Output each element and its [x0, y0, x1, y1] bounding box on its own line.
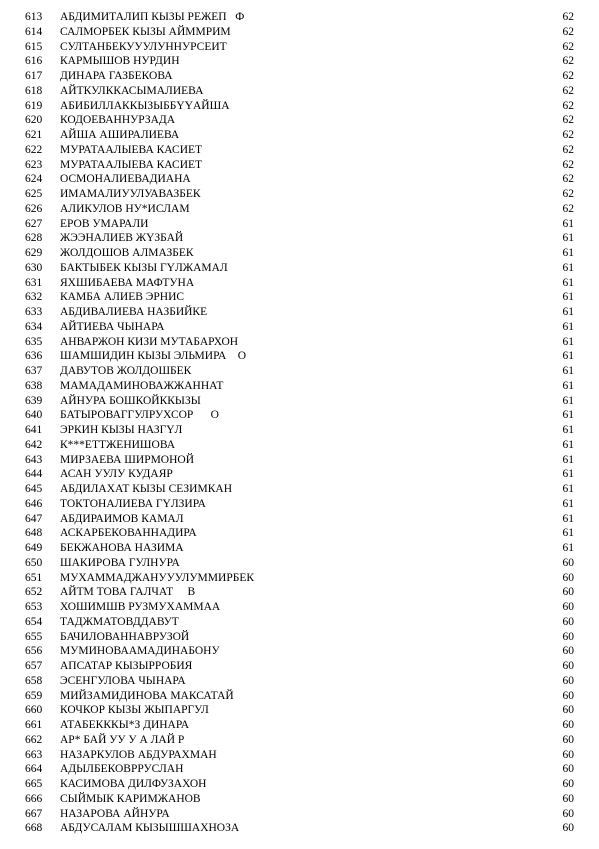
person-name: МУРАТААЛЫЕВА КАСИЕТ — [60, 158, 203, 171]
score-value: 61 — [562, 261, 574, 274]
row-number: 639 — [25, 394, 43, 407]
person-name: ОСМОНАЛИЕВАДИАНА — [60, 173, 191, 186]
list-row — [0, 113, 599, 128]
person-name: АЙНУРА БОШКОЙККЫЗЫ — [60, 394, 201, 407]
row-number: 631 — [25, 276, 43, 289]
person-name: АДЫЛБЕКОВРРУСЛАН — [60, 763, 184, 776]
list-row — [0, 659, 599, 674]
row-number: 620 — [25, 114, 43, 127]
list-row — [0, 792, 599, 807]
score-value: 60 — [562, 630, 574, 643]
score-value: 61 — [562, 291, 574, 304]
list-row — [0, 408, 599, 423]
row-number: 652 — [25, 586, 43, 599]
list-row — [0, 276, 599, 291]
list-row — [0, 718, 599, 733]
score-value: 60 — [562, 807, 574, 820]
person-name: АЙТИЕВА ЧЫНАРА — [60, 320, 165, 333]
row-number: 635 — [25, 335, 43, 348]
row-number: 615 — [25, 40, 43, 53]
list-row — [0, 187, 599, 202]
score-value: 61 — [562, 483, 574, 495]
score-value: 62 — [562, 11, 574, 23]
row-number: 630 — [25, 261, 43, 274]
list-row — [0, 143, 599, 158]
score-value: 61 — [562, 217, 574, 230]
person-name: ЭСЕНГУЛОВА ЧЫНАРА — [60, 674, 186, 687]
row-number: 628 — [25, 232, 43, 245]
list-row — [0, 630, 599, 645]
list-row — [0, 423, 599, 438]
score-value: 62 — [562, 84, 574, 97]
person-name: АБИБИЛЛАККЫЗЫББҮҮАЙША — [60, 99, 230, 112]
list-row — [0, 556, 599, 571]
row-number: 623 — [25, 158, 43, 171]
score-value: 60 — [562, 674, 574, 687]
person-name: АПСАТАР КЫЗЫРРОБИЯ — [60, 660, 193, 672]
person-name: АЙТКУЛККАСЫМАЛИЕВА — [60, 84, 204, 97]
score-value: 60 — [562, 645, 574, 658]
list-row — [0, 394, 599, 409]
row-number: 659 — [25, 689, 43, 702]
score-value: 62 — [562, 114, 574, 127]
person-name: ДАВУТОВ ЖОЛДОШБЕК — [60, 365, 192, 377]
row-number: 666 — [25, 792, 43, 805]
score-value: 62 — [562, 202, 574, 215]
person-name: ЕРОВ УМАРАЛИ — [60, 217, 149, 230]
row-number: 616 — [25, 55, 43, 68]
row-number: 649 — [25, 542, 43, 554]
list-row — [0, 69, 599, 84]
score-value: 60 — [562, 556, 574, 569]
row-number: 656 — [25, 645, 43, 658]
list-row — [0, 335, 599, 350]
score-value: 60 — [562, 763, 574, 776]
score-value: 60 — [562, 689, 574, 702]
list-row — [0, 689, 599, 704]
score-value: 62 — [562, 173, 574, 186]
score-value: 61 — [562, 424, 574, 436]
row-number: 665 — [25, 778, 43, 790]
score-value: 60 — [562, 778, 574, 790]
person-name: ТАДЖМАТОВДДАВУТ — [60, 615, 179, 628]
list-row — [0, 703, 599, 718]
score-value: 61 — [562, 497, 574, 510]
score-value: 61 — [562, 468, 574, 481]
person-name: АЛИКУЛОВ НУ*ИСЛАМ — [60, 202, 190, 215]
person-name: АБДУСАЛАМ КЫЗЫШШАХНОЗА — [60, 822, 240, 835]
row-number: 650 — [25, 556, 43, 569]
list-row — [0, 84, 599, 99]
row-number: 621 — [25, 129, 43, 141]
row-number: 658 — [25, 674, 43, 687]
list-row — [0, 600, 599, 615]
ranking-list — [0, 10, 599, 836]
row-number: 629 — [25, 247, 43, 259]
list-row — [0, 128, 599, 143]
list-row — [0, 349, 599, 364]
row-number: 618 — [25, 84, 43, 97]
score-value: 61 — [562, 394, 574, 407]
person-name: ЖЭЭНАЛИЕВ ЖҮЗБАЙ — [60, 232, 184, 245]
row-number: 657 — [25, 660, 43, 672]
row-number: 634 — [25, 320, 43, 333]
list-row — [0, 10, 599, 25]
list-row — [0, 202, 599, 217]
row-number: 653 — [25, 601, 43, 613]
row-number: 641 — [25, 424, 43, 436]
person-name: КАРМЫШОВ НУРДИН — [60, 55, 180, 68]
list-row — [0, 526, 599, 541]
score-value: 61 — [562, 335, 574, 348]
score-value: 61 — [562, 247, 574, 259]
list-row — [0, 733, 599, 748]
list-row — [0, 762, 599, 777]
person-name: АЙТМ ТОВА ГАЛЧАТ В — [60, 586, 196, 599]
list-row — [0, 364, 599, 379]
row-number: 654 — [25, 615, 43, 628]
person-name: ТОКТОНАЛИЕВА ГҮЛЗИРА — [60, 497, 206, 510]
score-value: 61 — [562, 542, 574, 554]
row-number: 651 — [25, 571, 43, 584]
person-name: ШАКИРОВА ГУЛНУРА — [60, 556, 180, 569]
row-number: 646 — [25, 497, 43, 510]
person-name: ХОШИМШВ РУЗМУХАММАА — [60, 601, 221, 613]
list-row — [0, 807, 599, 822]
score-value: 61 — [562, 350, 574, 363]
person-name: АР* БАЙ УУ У А ЛАЙ Р — [60, 733, 185, 746]
score-value: 61 — [562, 276, 574, 289]
score-value: 62 — [562, 25, 574, 38]
list-row — [0, 246, 599, 261]
person-name: АБДИВАЛИЕВА НАЗБИЙКЕ — [60, 306, 208, 318]
score-value: 61 — [562, 232, 574, 245]
score-value: 60 — [562, 822, 574, 835]
person-name: НАЗАРОВА АЙНУРА — [60, 807, 170, 820]
person-name: АСАН УУЛУ КУДАЯР — [60, 468, 173, 481]
person-name: МАМАДАМИНОВАЖЖАННАТ — [60, 379, 224, 392]
list-row — [0, 585, 599, 600]
row-number: 643 — [25, 453, 43, 466]
score-value: 60 — [562, 571, 574, 584]
score-value: 62 — [562, 188, 574, 200]
score-value: 60 — [562, 719, 574, 731]
score-value: 60 — [562, 792, 574, 805]
score-value: 62 — [562, 129, 574, 141]
person-name: ДИНАРА ГАЗБЕКОВА — [60, 70, 173, 82]
person-name: САЛМОРБЕК КЫЗЫ АЙММРИМ — [60, 25, 231, 38]
list-row — [0, 644, 599, 659]
score-value: 61 — [562, 365, 574, 377]
row-number: 640 — [25, 409, 43, 422]
score-value: 62 — [562, 40, 574, 53]
person-name: КАСИМОВА ДИЛФУЗАХОН — [60, 778, 207, 790]
row-number: 662 — [25, 733, 43, 746]
list-row — [0, 25, 599, 40]
person-name: АЙША АШИРАЛИЕВА — [60, 129, 180, 141]
list-row — [0, 748, 599, 763]
person-name: АНВАРЖОН КИЗИ МУТАБАРХОН — [60, 335, 239, 348]
person-name: НАЗАРКУЛОВ АБДУРАХМАН — [60, 748, 217, 761]
score-value: 60 — [562, 733, 574, 746]
list-row — [0, 467, 599, 482]
list-row — [0, 40, 599, 55]
score-value: 62 — [562, 143, 574, 156]
person-name: АБДИМИТАЛИП КЫЗЫ РЕЖЕП Ф — [60, 11, 245, 23]
list-row — [0, 541, 599, 556]
row-number: 644 — [25, 468, 43, 481]
row-number: 667 — [25, 807, 43, 820]
score-value: 60 — [562, 615, 574, 628]
person-name: БАКТЫБЕК КЫЗЫ ГҮЛЖАМАЛ — [60, 261, 228, 274]
score-value: 62 — [562, 55, 574, 68]
person-name: КОДОЕВАННУРЗАДА — [60, 114, 176, 127]
score-value: 61 — [562, 320, 574, 333]
score-value: 62 — [562, 158, 574, 171]
score-value: 61 — [562, 438, 574, 451]
person-name: КОЧКОР КЫЗЫ ЖЫПАРГУЛ — [60, 704, 209, 717]
row-number: 614 — [25, 25, 43, 38]
list-row — [0, 777, 599, 792]
person-name: КАМБА АЛИЕВ ЭРНИС — [60, 291, 185, 304]
list-row — [0, 512, 599, 527]
row-number: 661 — [25, 719, 43, 731]
row-number: 663 — [25, 748, 43, 761]
row-number: 633 — [25, 306, 43, 318]
person-name: БАТЫРОВАГГУЛРУХСОР О — [60, 409, 219, 422]
row-number: 619 — [25, 99, 43, 112]
row-number: 660 — [25, 704, 43, 717]
person-name: СУЛТАНБЕКУУУЛУННУРСЕИТ — [60, 40, 227, 53]
person-name: МУМИНОВААМАДИНАБОНУ — [60, 645, 220, 658]
person-name: МУХАММАДЖАНУУУЛУММИРБЕК — [60, 571, 255, 584]
list-row — [0, 261, 599, 276]
list-row — [0, 571, 599, 586]
score-value: 61 — [562, 306, 574, 318]
person-name: МУРАТААЛЫЕВА КАСИЕТ — [60, 143, 203, 156]
score-value: 61 — [562, 512, 574, 525]
score-value: 61 — [562, 527, 574, 540]
list-row — [0, 290, 599, 305]
person-name: БАЧИЛОВАННАВРУЗОЙ — [60, 630, 190, 643]
person-name: АБДИРАИМОВ КАМАЛ — [60, 512, 184, 525]
row-number: 647 — [25, 512, 43, 525]
score-value: 61 — [562, 453, 574, 466]
list-row — [0, 305, 599, 320]
list-row — [0, 217, 599, 232]
score-value: 60 — [562, 748, 574, 761]
row-number: 617 — [25, 70, 43, 82]
score-value: 61 — [562, 379, 574, 392]
list-row — [0, 379, 599, 394]
row-number: 632 — [25, 291, 43, 304]
row-number: 642 — [25, 438, 43, 451]
row-number: 655 — [25, 630, 43, 643]
person-name: ШАМШИДИН КЫЗЫ ЭЛЬМИРА О — [60, 350, 247, 363]
person-name: К***ЕТТЖЕНИШОВА — [60, 438, 176, 451]
list-row — [0, 497, 599, 512]
person-name: БЕКЖАНОВА НАЗИМА — [60, 542, 184, 554]
person-name: ЭРКИН КЫЗЫ НАЗГҮЛ — [60, 424, 183, 436]
score-value: 62 — [562, 99, 574, 112]
list-row — [0, 231, 599, 246]
row-number: 636 — [25, 350, 43, 363]
person-name: СЫЙМЫК КАРИМЖАНОВ — [60, 792, 201, 805]
score-value: 60 — [562, 586, 574, 599]
person-name: МИЙЗАМИДИНОВА МАКСАТАЙ — [60, 689, 234, 702]
list-row — [0, 158, 599, 173]
row-number: 645 — [25, 483, 43, 495]
list-row — [0, 821, 599, 836]
person-name: МИРЗАЕВА ШИРМОНОЙ — [60, 453, 195, 466]
person-name: АСКАРБЕКОВАННАДИРА — [60, 527, 197, 540]
score-value: 60 — [562, 704, 574, 717]
list-row — [0, 453, 599, 468]
list-row — [0, 320, 599, 335]
score-value: 60 — [562, 660, 574, 672]
person-name: АТАБЕКККЫ*З ДИНАРА — [60, 719, 190, 731]
row-number: 668 — [25, 822, 43, 835]
list-row — [0, 438, 599, 453]
row-number: 626 — [25, 202, 43, 215]
row-number: 627 — [25, 217, 43, 230]
list-row — [0, 674, 599, 689]
list-row — [0, 482, 599, 497]
row-number: 638 — [25, 379, 43, 392]
row-number: 664 — [25, 763, 43, 776]
score-value: 62 — [562, 70, 574, 82]
row-number: 624 — [25, 173, 43, 186]
person-name: ИМАМАЛИУУЛУАВАЗБЕК — [60, 188, 201, 200]
score-value: 61 — [562, 409, 574, 422]
row-number: 625 — [25, 188, 43, 200]
row-number: 648 — [25, 527, 43, 540]
row-number: 622 — [25, 143, 43, 156]
list-row — [0, 615, 599, 630]
person-name: ЖОЛДОШОВ АЛМАЗБЕК — [60, 247, 194, 259]
list-row — [0, 54, 599, 69]
person-name: ЯХШИБАЕВА МАФТУНА — [60, 276, 195, 289]
list-row — [0, 99, 599, 114]
list-row — [0, 172, 599, 187]
person-name: АБДИЛАХАТ КЫЗЫ СЕЗИМКАН — [60, 483, 232, 495]
row-number: 637 — [25, 365, 43, 377]
row-number: 613 — [25, 11, 43, 23]
score-value: 60 — [562, 601, 574, 613]
